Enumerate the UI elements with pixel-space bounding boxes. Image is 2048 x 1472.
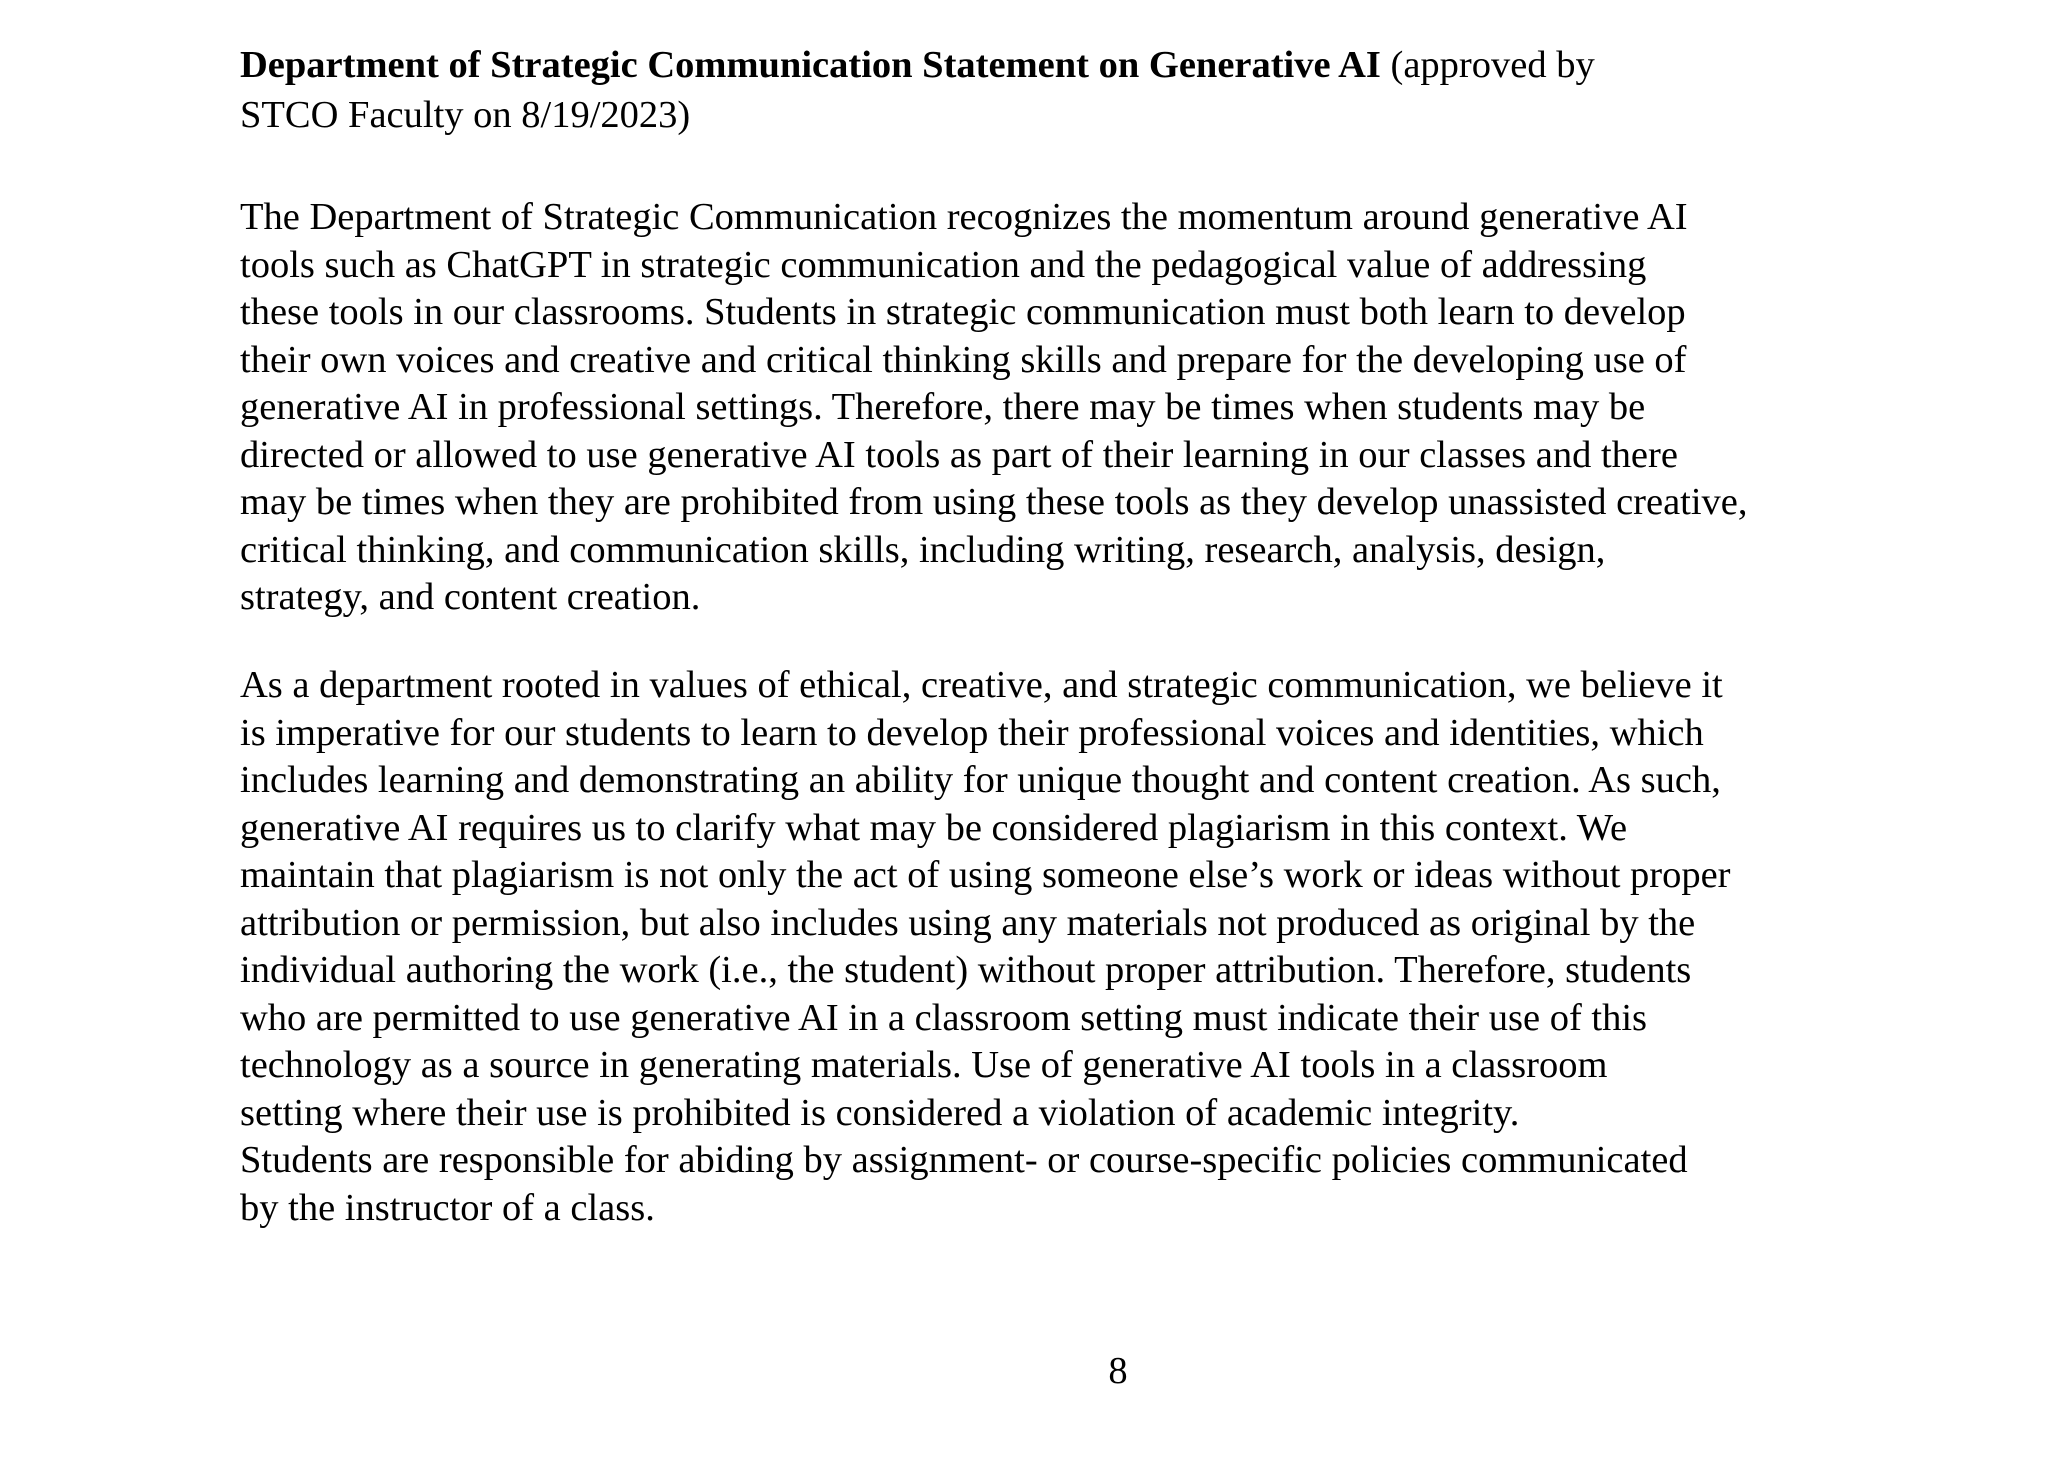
text-line: setting where their use is prohibited is considered a violation of academic integrity. <box>240 1091 1520 1134</box>
text-line: who are permitted to use generative AI in a classroom setting must indicate their use of this <box>240 996 1648 1039</box>
text-line: maintain that plagiarism is not only the act of using someone else’s work or ideas without proper <box>240 854 1731 896</box>
text-line: by the instructor of a class. <box>240 1186 655 1229</box>
document-title <box>240 40 1940 140</box>
text-line: includes learning and demonstrating an ability for unique thought and content creation. As such, <box>240 759 1721 801</box>
title-approval-text: (approved by <box>1380 44 1595 86</box>
text-line: generative AI requires us to clarify what may be considered plagiarism in this context. We <box>240 806 1628 849</box>
paragraph-2 <box>240 662 1940 1232</box>
page-number: 8 <box>1108 1350 1128 1392</box>
text-line: these tools in our classrooms. Students in strategic communication must both learn to develop <box>240 291 1686 333</box>
text-line: may be times when they are prohibited from using these tools as they develop unassisted creative, <box>240 481 1748 523</box>
text-line: directed or allowed to use generative AI tools as part of their learning in our classes and there <box>240 433 1678 476</box>
title-line-2: STCO Faculty on 8/19/2023) <box>240 94 691 136</box>
text-line: is imperative for our students to learn to develop their professional voices and identities, which <box>240 711 1704 754</box>
title-bold-text: Department of Strategic Communication Statement on Generative AI <box>240 44 1381 86</box>
title-line-1 <box>240 40 1940 90</box>
text-line: their own voices and creative and critical thinking skills and prepare for the developing use of <box>240 338 1687 381</box>
text-line: tools such as ChatGPT in strategic communication and the pedagogical value of addressing <box>240 243 1647 286</box>
text-line: strategy, and content creation. <box>240 576 701 618</box>
paragraph-1 <box>240 194 1940 622</box>
text-line: The Department of Strategic Communication recognizes the momentum around generative AI <box>240 196 1688 238</box>
text-line: generative AI in professional settings. Therefore, there may be times when students may be <box>240 386 1646 428</box>
text-line: attribution or permission, but also includes using any materials not produced as original by the <box>240 901 1696 944</box>
text-line: individual authoring the work (i.e., the student) without proper attribution. Therefore, students <box>240 949 1692 991</box>
text-line: technology as a source in generating materials. Use of generative AI tools in a classroom <box>240 1044 1608 1086</box>
text-line: critical thinking, and communication skills, including writing, research, analysis, design, <box>240 528 1606 571</box>
text-line: As a department rooted in values of ethical, creative, and strategic communication, we believe it <box>240 664 1723 706</box>
text-line: Students are responsible for abiding by assignment- or course-specific policies communicated <box>240 1139 1688 1181</box>
